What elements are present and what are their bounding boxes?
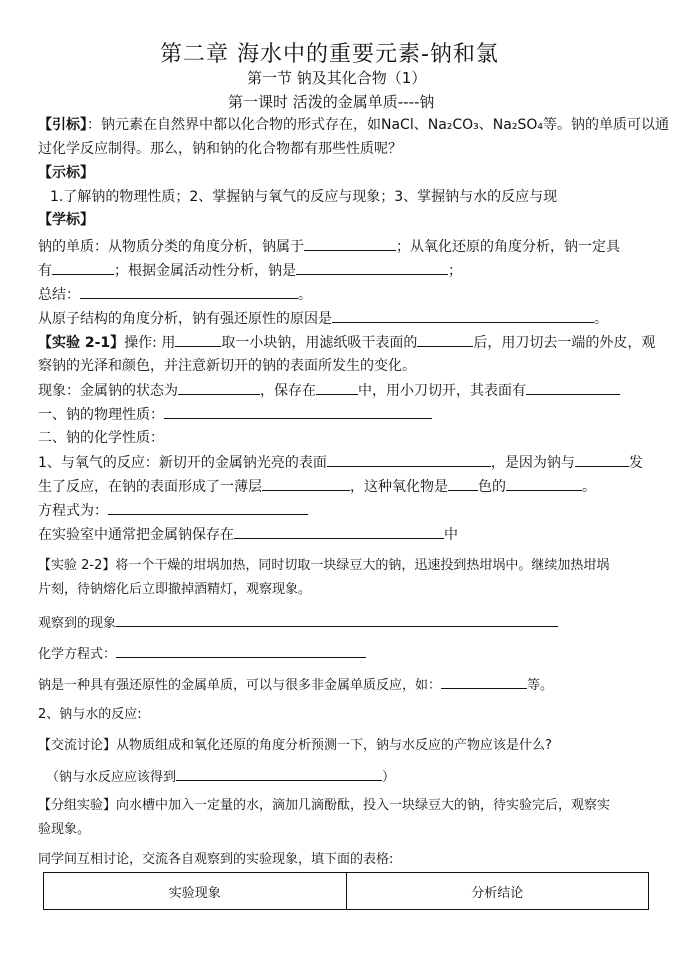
water-table-intro: 同学间互相讨论，交流各自观察到的实验现象，填下面的表格: [38, 852, 394, 867]
blank-field[interactable] [316, 380, 358, 395]
exp1-text: 后，用刀切去一端的外皮，观 [473, 335, 656, 351]
water-group-line-2: 验现象。 [38, 822, 91, 837]
study-text: ；从氧化还原的角度分析，钠一定具 [396, 239, 620, 255]
chemical-text: ，是因为钠与 [490, 455, 575, 471]
blank-field[interactable] [164, 404, 432, 419]
blank-field[interactable] [296, 260, 448, 275]
physical-label: 一、钠的物理性质： [38, 407, 164, 423]
blank-field[interactable] [116, 612, 558, 627]
study-line-3 [38, 284, 312, 305]
blank-field[interactable] [441, 674, 527, 689]
exp2-text: 等。 [527, 678, 554, 693]
exp1-text: ，保存在 [260, 383, 316, 399]
exp2-text: 钠是一种具有强还原性的金属单质，可以与很多非金属单质反应，如： [38, 678, 442, 693]
goals-tag: 【示标】 [38, 165, 94, 181]
study-line-1 [38, 236, 620, 257]
chapter-title: 第二章 海水中的重要元素-钠和氯 [160, 42, 499, 67]
physical-line [38, 404, 432, 425]
intro-line-2: 过化学反应制得。那么，钠和钠的化合物都有那些性质呢？ [38, 141, 402, 157]
exp1-line-2: 察钠的光泽和颜色，并注意新切开的钠的表面所发生的变化。 [38, 358, 416, 374]
blank-field[interactable] [332, 308, 594, 323]
table-header-observation: 实验现象 [168, 885, 221, 901]
intro-text-1: ：钠元素在自然界中都以化合物的形式存在，如NaCl、Na₂CO₃、Na₂SO₄等。钠的单质可以通 [87, 117, 669, 133]
chemical-line-1 [38, 452, 643, 473]
chemical-text: 在实验室中通常把金属钠保存在 [38, 527, 234, 543]
exp2-tag: 【实验 2-2】 [38, 558, 116, 573]
exp1-text: 现象：金属钠的状态为 [38, 383, 178, 399]
water-title: 2、钠与水的反应: [38, 707, 142, 722]
blank-field[interactable] [176, 766, 382, 781]
chemical-text: 方程式为： [38, 503, 108, 519]
exp2-equation-line [38, 643, 366, 665]
exp2-text: 化学方程式： [38, 647, 117, 662]
study-text: 钠的单质：从物质分类的角度分析，钠属于 [38, 239, 304, 255]
blank-field[interactable] [178, 380, 260, 395]
water-group-line-1: 【分组实验】向水槽中加入一定量的水，滴加几滴酚酞，投入一块绿豆大的钠，待实验完后，观察实 [38, 798, 611, 813]
study-text: 总结： [38, 287, 80, 303]
blank-field[interactable] [234, 524, 444, 539]
lesson-title: 第一课时 活泼的金属单质----钠 [228, 93, 435, 111]
table-header-conclusion: 分析结论 [346, 873, 649, 909]
exp2-text: 观察到的现象 [38, 616, 117, 631]
chemical-text: ，这种氧化物是 [350, 479, 448, 495]
exp1-line-1 [38, 332, 655, 353]
blank-field[interactable] [448, 476, 478, 491]
blank-field[interactable] [52, 260, 114, 275]
chemical-text: 中 [444, 527, 458, 543]
exp2-text: 将一个干燥的坩埚加热，同时切取一块绿豆大的钠，迅速投到热坩埚中。继续加热坩埚 [115, 558, 610, 573]
chemical-text: 生了反应，在钠的表面形成了一薄层 [38, 479, 262, 495]
goals-text: 1.了解钠的物理性质；2、掌握钠与氧气的反应与现象；3、掌握钠与水的反应与现 [50, 189, 558, 205]
blank-field[interactable] [304, 236, 396, 251]
water-prediction-line [46, 766, 395, 788]
intro-line-1 [38, 115, 669, 135]
blank-field[interactable] [108, 500, 308, 515]
exp2-line-1 [38, 556, 609, 576]
blank-field[interactable] [526, 380, 620, 395]
chemical-line-2 [38, 476, 596, 497]
chemical-text: 发 [628, 455, 643, 471]
blank-field[interactable] [80, 284, 298, 299]
blank-field[interactable] [262, 476, 350, 491]
chemical-text: 。 [582, 479, 596, 495]
chemical-title: 二、钠的化学性质： [38, 430, 164, 446]
section-title: 第一节 钠及其化合物（1） [247, 69, 427, 87]
blank-field[interactable] [116, 643, 366, 658]
study-text: 。 [298, 287, 312, 303]
study-text: 。 [594, 311, 608, 327]
study-text: 有 [38, 263, 52, 279]
blank-field[interactable] [327, 452, 491, 467]
exp2-line-2: 片刻，待钠熔化后立即撤掉酒精灯，观察现象。 [38, 582, 312, 597]
results-table [43, 872, 649, 910]
water-text: （钠与水反应应该得到 [46, 770, 177, 785]
blank-field[interactable] [575, 452, 629, 467]
exp1-line-3 [38, 380, 620, 401]
study-line-4 [38, 308, 608, 329]
chemical-line-4 [38, 524, 458, 545]
study-tag: 【学标】 [38, 212, 94, 228]
study-text: ；根据金属活动性分析，钠是 [114, 263, 296, 279]
water-discussion: 【交流讨论】从物质组成和氧化还原的角度分析预测一下，钠与水反应的产物应该是什么? [38, 738, 552, 753]
blank-field[interactable] [417, 332, 473, 347]
study-text: ； [448, 263, 462, 279]
exp1-tag: 【实验 2-1】 [38, 335, 125, 351]
chemical-text: 1、与氧气的反应：新切开的金属钠光亮的表面 [38, 455, 327, 471]
blank-field[interactable] [175, 332, 221, 347]
exp1-text: 操作: 用 [124, 335, 176, 351]
chemical-line-3 [38, 500, 308, 521]
intro-tag: 【引标】 [38, 117, 87, 133]
study-text: 从原子结构的角度分析，钠有强还原性的原因是 [38, 311, 332, 327]
blank-field[interactable] [506, 476, 582, 491]
study-line-2 [38, 260, 462, 281]
exp1-text: 取一小块钠，用滤纸吸干表面的 [221, 335, 418, 351]
water-text: ） [382, 770, 396, 785]
exp2-observe-line [38, 612, 558, 634]
exp1-text: 中，用小刀切开，其表面有 [358, 383, 526, 399]
exp2-conclusion-line [38, 674, 553, 696]
chemical-text: 色的 [478, 479, 506, 495]
